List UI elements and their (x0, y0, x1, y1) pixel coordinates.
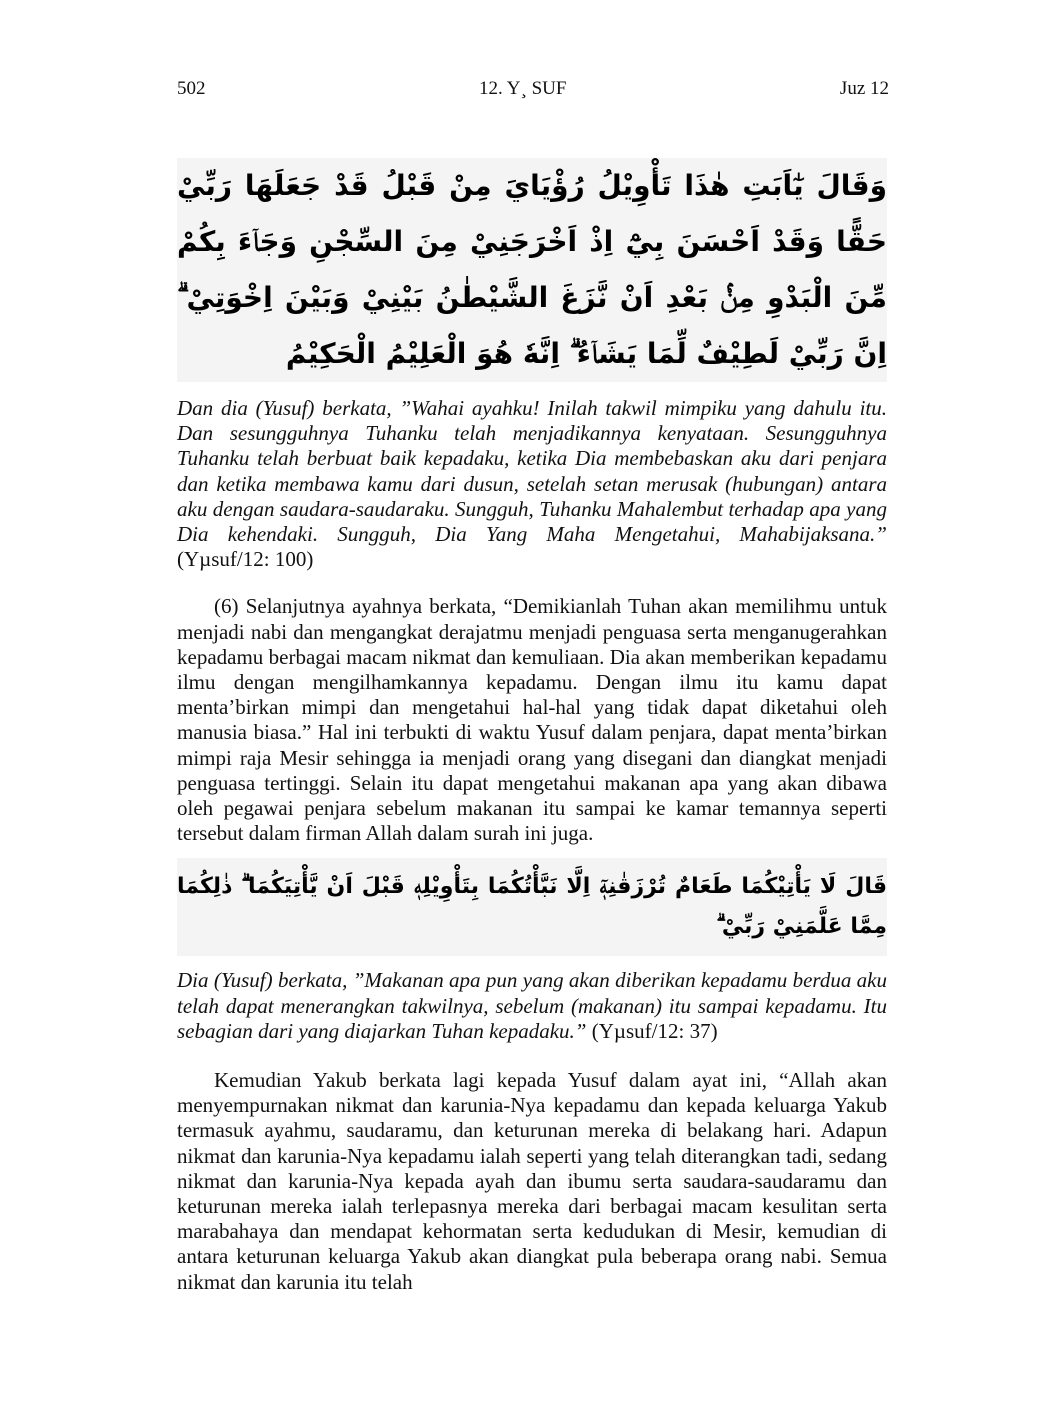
page-body (177, 158, 887, 1295)
chapter-title: 12. Y¸ SUF (479, 78, 567, 99)
arabic-verse-100: وَقَالَ يٰٓاَبَتِ هٰذَا تَأْوِيْلُ رُؤْيَايَ مِنْ قَبْلُ قَدْ جَعَلَهَا رَبِّيْ حَقًّا وَقَدْ اَحْسَنَ بِيْٓ اِذْ اَخْرَجَنِيْ مِنَ السِّجْنِ وَجَاۤءَ بِكُمْ مِّنَ الْبَدْوِ مِنْۢ بَعْدِ اَنْ نَّزَغَ الشَّيْطٰنُ بَيْنِيْ وَبَيْنَ اِخْوَتِيْ ۗ اِنَّ رَبِّيْ لَطِيْفٌ لِّمَا يَشَاۤءُ ۗ اِنَّهٗ هُوَ الْعَلِيْمُ الْحَكِيْمُ (177, 158, 887, 382)
translation-verse-100 (177, 396, 887, 572)
juz-label: Juz 12 (839, 78, 889, 99)
arabic-verse-37: قَالَ لَا يَأْتِيْكُمَا طَعَامٌ تُرْزَقٰنِهٖٓ اِلَّا نَبَّأْتُكُمَا بِتَأْوِيْلِهٖ قَبْلَ اَنْ يَّأْتِيَكُمَا ۗ ذٰلِكُمَا مِمَّا عَلَّمَنِيْ رَبِّيْ ۗ (177, 858, 887, 956)
page-header (177, 78, 889, 102)
citation: (Yµsuf/12: 37) (591, 1018, 718, 1043)
paragraph: Kemudian Yakub berkata lagi kepada Yusuf dalam ayat ini, “Allah akan menyempurnakan nikmat dan karunia-Nya kepadamu dan kepada keluarga Yakub termasuk ayahmu, saudaramu, dan keturunan mereka di belakang hari. Adapun nikmat dan karunia-Nya kepadamu ialah seperti yang telah diterangkan tadi, sedang nikmat dan karunia-Nya kepada ayah dan ibumu serta saudara-saudaramu dan keturunan mereka ialah terlepasnya mereka dari berbagai macam kesulitan serta marabahaya dan mendapat kehormatan serta kedudukan di Mesir, kemudian di antara keturunan keluarga Yakub akan diangkat pula beberapa orang nabi. Semua nikmat dan karunia itu telah (177, 1068, 887, 1294)
translation-verse-37 (177, 968, 887, 1044)
translation-text: Dia (Yusuf) berkata, ”Makanan apa pun yang akan diberikan kepadamu berdua aku telah dapat menerangkan takwilnya, sebelum (makanan) itu sampai kepadamu. Itu sebagian dari yang diajarkan Tuhan kepadaku.” (177, 968, 887, 1043)
citation: (Yµsuf/12: 100) (177, 547, 314, 572)
translation-text: Dan dia (Yusuf) berkata, ”Wahai ayahku! Inilah takwil mimpiku yang dahulu itu. Dan sesungguhnya Tuhanku telah menjadikannya kenyataan. Sesungguhnya Tuhanku telah berbuat baik kepadaku, ketika Dia membebaskan aku dari penjara dan ketika membawa kamu dari dusun, setelah setan merusak (hubungan) antara aku dengan saudara-saudaraku. Sungguh, Tuhanku Mahalembut terhadap apa yang Dia kehendaki. Sungguh, Dia Yang Maha Mengetahui, Mahabijaksana.” (177, 396, 887, 547)
paragraph: (6) Selanjutnya ayahnya berkata, “Demikianlah Tuhan akan memilihmu untuk menjadi nabi dan mengangkat derajatmu menjadi penguasa serta menganugerahkan kepadamu berbagai macam nikmat dan kemuliaan. Dia akan memberikan kepadamu ilmu dengan mengilhamkannya kepadamu. Dengan ilmu itu kamu dapat menta’birkan mimpi dan mengetahui hal-hal yang tidak dapat diketahui oleh manusia biasa.” Hal ini terbukti di waktu Yusuf dalam penjara, dapat menta’birkan mimpi raja Mesir sehingga ia menjadi orang yang disegani dan diangkat menjadi penguasa tertinggi. Selain itu dapat mengetahui makanan apa yang akan dibawa oleh pegawai penjara sebelum makanan itu sampai ke kamar temannya seperti tersebut dalam firman Allah dalam surah ini juga. (177, 594, 887, 846)
page-number: 502 (177, 78, 206, 99)
